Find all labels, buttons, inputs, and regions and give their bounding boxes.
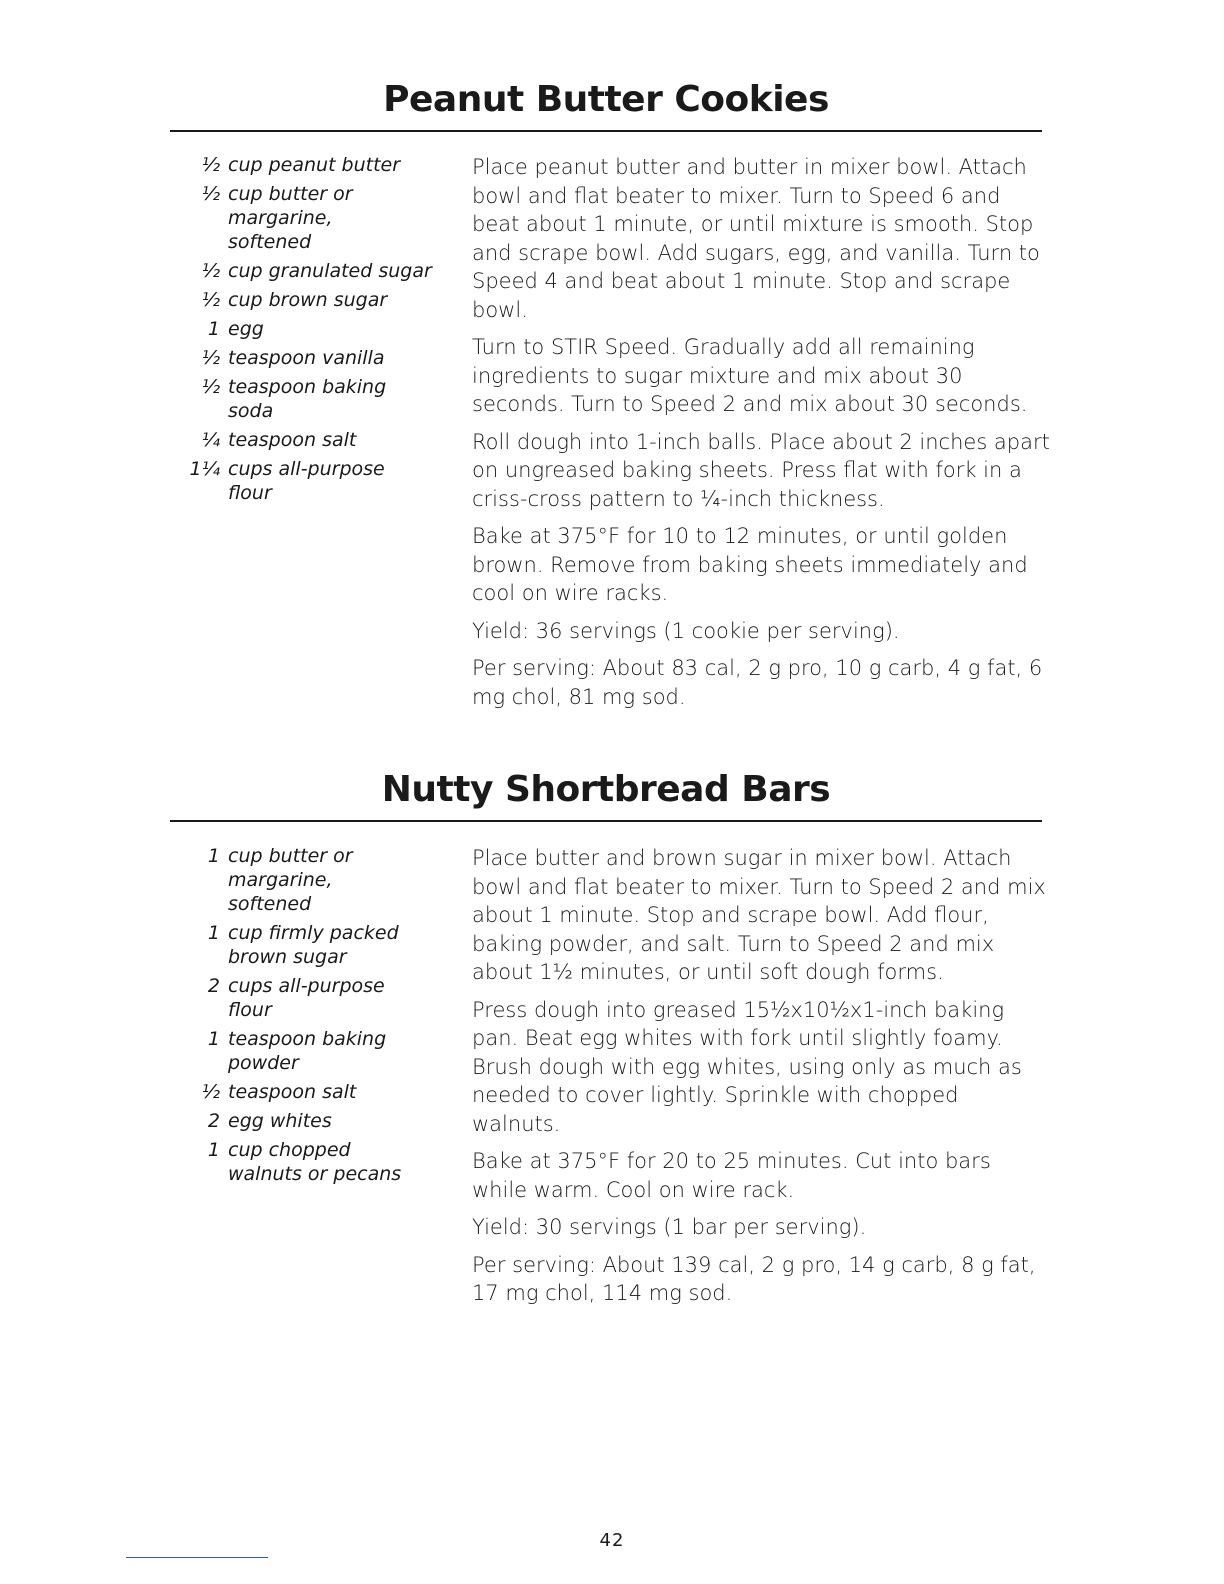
ingredient <box>170 844 460 916</box>
ingredient-item: cup butter or margarine, softened <box>228 183 353 253</box>
recipe-title: Nutty Shortbread Bars <box>381 769 831 810</box>
instruction-step: Bake at 375°F for 20 to 25 minutes. Cut into bars while warm. Cool on wire rack. <box>472 1149 991 1202</box>
nutrition-text: Per serving: About 139 cal, 2 g pro, 14 g carb, 8 g fat, 17 mg chol, 114 mg sod. <box>472 1252 1036 1305</box>
ingredient <box>170 974 460 1022</box>
ingredient-item: cup firmly packed brown sugar <box>228 922 399 968</box>
ingredient <box>170 375 460 423</box>
ingredient-qty: 1 <box>207 318 220 340</box>
ingredient-qty: 1 <box>207 845 220 867</box>
ingredient-list <box>170 844 460 1191</box>
yield-text: Yield: 36 servings (1 cookie per serving). <box>472 618 900 643</box>
ingredient-item: cups all-purpose flour <box>228 975 385 1021</box>
ingredient-qty: 1 <box>207 1028 220 1050</box>
ingredient-item: cup chopped walnuts or pecans <box>228 1139 402 1185</box>
ingredient-item: cups all-purpose flour <box>228 458 385 504</box>
footer-divider <box>126 1557 268 1558</box>
ingredient <box>170 259 460 283</box>
ingredient <box>170 317 460 341</box>
ingredient-qty: ½ <box>201 347 220 369</box>
ingredient <box>170 921 460 969</box>
ingredient-item: teaspoon salt <box>228 1081 357 1103</box>
ingredient-qty: 2 <box>207 975 220 997</box>
page-number: 42 <box>599 1530 625 1551</box>
ingredient-qty: ½ <box>201 260 220 282</box>
recipe-nutty-shortbread-bars <box>170 768 1046 1305</box>
instruction-step: Turn to STIR Speed. Gradually add all remaining ingredients to sugar mixture and mix about 30 seconds. Turn to Speed 2 and mix about 30 seconds. <box>472 335 1028 416</box>
instruction-step: Place peanut butter and butter in mixer bowl. Attach bowl and flat beater to mixer. Turn to Speed 6 and beat about 1 minute, or until mixture is smooth. Stop and scrape bowl. Add sugars, egg, and vanilla. Turn to Speed 4 and beat about 1 minute. Stop and scrape bowl. <box>472 155 1040 322</box>
ingredient-item: egg <box>228 318 264 340</box>
instruction-list <box>472 844 1052 1317</box>
ingredient <box>170 457 460 505</box>
yield-text: Yield: 30 servings (1 bar per serving). <box>472 1215 867 1239</box>
ingredient-qty: ¼ <box>201 429 220 451</box>
recipe-peanut-butter-cookies <box>170 78 1050 709</box>
ingredient <box>170 1109 460 1133</box>
instruction-list <box>472 153 1052 720</box>
nutrition-text: Per serving: About 83 cal, 2 g pro, 10 g carb, 4 g fat, 6 mg chol, 81 mg sod. <box>472 656 1043 709</box>
ingredient <box>170 346 460 370</box>
ingredient-qty: ½ <box>201 183 220 205</box>
ingredient <box>170 1138 460 1186</box>
ingredient <box>170 1027 460 1075</box>
ingredient <box>170 1080 460 1104</box>
recipe-title: Peanut Butter Cookies <box>383 79 829 120</box>
instruction-step: Press dough into greased 15½x10½x1-inch baking pan. Beat egg whites with fork until slightly foamy. Brush dough with egg whites, using only as much as needed to cover lightly. Sprinkle with chopped walnuts. <box>472 997 1022 1136</box>
ingredient-qty: ½ <box>201 376 220 398</box>
ingredient-qty: ½ <box>201 154 220 176</box>
ingredient-qty: 1¼ <box>189 458 220 480</box>
ingredient-item: teaspoon salt <box>228 429 357 451</box>
ingredient <box>170 182 460 254</box>
ingredient-item: teaspoon baking powder <box>228 1028 387 1074</box>
instruction-step: Place butter and brown sugar in mixer bowl. Attach bowl and flat beater to mixer. Turn to Speed 2 and mix about 1 minute. Stop and scrape bowl. Add flour, baking powder, and salt. Turn to Speed 2 and mix about 1½ minutes, or until soft dough forms. <box>472 846 1046 984</box>
ingredient-item: cup brown sugar <box>228 289 388 311</box>
instruction-step: Bake at 375°F for 10 to 12 minutes, or until golden brown. Remove from baking sheets immediately and cool on wire racks. <box>472 524 1028 605</box>
ingredient-qty: ½ <box>201 289 220 311</box>
ingredient <box>170 288 460 312</box>
ingredient-list <box>170 153 460 510</box>
ingredient-qty: 2 <box>207 1110 220 1132</box>
ingredient-item: egg whites <box>228 1110 332 1132</box>
ingredient <box>170 153 460 177</box>
ingredient-qty: 1 <box>207 922 220 944</box>
ingredient-item: teaspoon vanilla <box>228 347 385 369</box>
ingredient-item: cup granulated sugar <box>228 260 432 282</box>
ingredient-item: teaspoon baking soda <box>228 376 387 422</box>
ingredient <box>170 428 460 452</box>
ingredient-item: cup butter or margarine, softened <box>228 845 353 915</box>
instruction-step: Roll dough into 1-inch balls. Place about 2 inches apart on ungreased baking sheets. Press flat with fork in a criss-cross pattern to ¼-inch thickness. <box>472 429 1050 511</box>
title-divider <box>170 130 1042 132</box>
title-divider <box>170 820 1042 822</box>
ingredient-qty: ½ <box>201 1081 220 1103</box>
ingredient-qty: 1 <box>207 1139 220 1161</box>
ingredient-item: cup peanut butter <box>228 154 401 176</box>
